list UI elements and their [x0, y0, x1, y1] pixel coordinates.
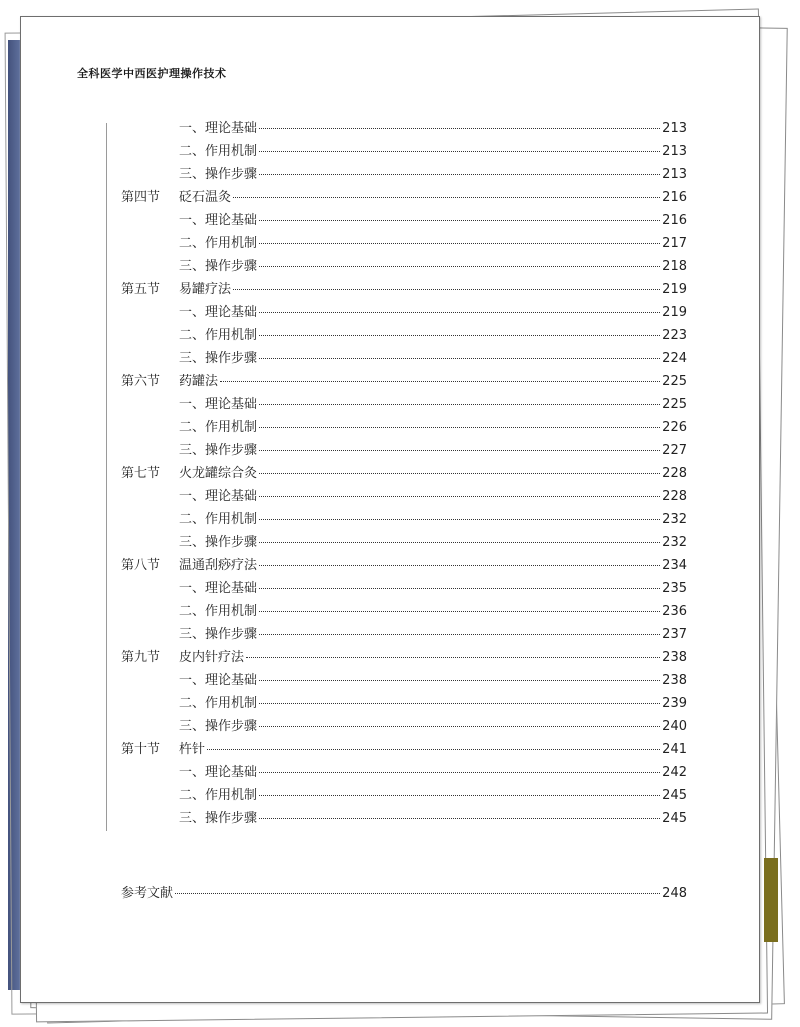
dot-leader	[246, 657, 660, 658]
references-label: 参考文献	[121, 886, 174, 901]
dot-leader	[259, 312, 660, 313]
page-number: 239	[662, 696, 687, 711]
dot-leader	[259, 726, 660, 727]
toc-section-row[interactable]	[121, 738, 687, 761]
section-number: 第七节	[121, 466, 161, 481]
item-title: 三、操作步骤	[179, 535, 258, 550]
page-number: 216	[662, 213, 687, 228]
dot-leader	[233, 289, 660, 290]
dot-leader	[259, 335, 660, 336]
item-title: 三、操作步骤	[179, 811, 258, 826]
toc-item-row[interactable]	[121, 623, 687, 646]
toc-page	[20, 16, 760, 1003]
page-number: 238	[662, 650, 687, 665]
olive-page-edge	[764, 858, 778, 942]
toc-item-row[interactable]	[121, 140, 687, 163]
toc-item-row[interactable]	[121, 715, 687, 738]
page-number: 216	[662, 190, 687, 205]
dot-leader	[259, 266, 660, 267]
dot-leader	[259, 128, 660, 129]
page-number: 218	[662, 259, 687, 274]
item-title: 二、作用机制	[179, 236, 258, 251]
item-title: 二、作用机制	[179, 420, 258, 435]
dot-leader	[259, 795, 660, 796]
dot-leader	[233, 197, 660, 198]
item-title: 三、操作步骤	[179, 443, 258, 458]
item-title: 三、操作步骤	[179, 259, 258, 274]
toc-item-row[interactable]	[121, 669, 687, 692]
page-number: 234	[662, 558, 687, 573]
page-number: 236	[662, 604, 687, 619]
toc-item-row[interactable]	[121, 485, 687, 508]
dot-leader	[259, 634, 660, 635]
page-number: 213	[662, 144, 687, 159]
item-title: 三、操作步骤	[179, 167, 258, 182]
item-title: 二、作用机制	[179, 512, 258, 527]
page-number: 227	[662, 443, 687, 458]
dot-leader	[259, 519, 660, 520]
item-title: 三、操作步骤	[179, 351, 258, 366]
dot-leader	[259, 151, 660, 152]
toc-item-row[interactable]	[121, 347, 687, 370]
dot-leader	[207, 749, 660, 750]
toc-section-row[interactable]	[121, 554, 687, 577]
section-title: 药罐法	[179, 374, 219, 389]
dot-leader	[259, 542, 660, 543]
item-title: 一、理论基础	[179, 673, 258, 688]
dot-leader	[259, 703, 660, 704]
item-title: 一、理论基础	[179, 121, 258, 136]
dot-leader	[259, 496, 660, 497]
toc-section-row[interactable]	[121, 186, 687, 209]
toc-item-row[interactable]	[121, 416, 687, 439]
page-number: 224	[662, 351, 687, 366]
dot-leader	[259, 220, 660, 221]
item-title: 二、作用机制	[179, 328, 258, 343]
item-title: 二、作用机制	[179, 696, 258, 711]
toc-section-row[interactable]	[121, 278, 687, 301]
dot-leader	[220, 381, 660, 382]
page-number: 242	[662, 765, 687, 780]
page-number: 228	[662, 466, 687, 481]
dot-leader	[259, 358, 660, 359]
toc-item-row[interactable]	[121, 577, 687, 600]
toc-item-row[interactable]	[121, 209, 687, 232]
dot-leader	[175, 893, 660, 894]
dot-leader	[259, 404, 660, 405]
page-number: 240	[662, 719, 687, 734]
item-title: 三、操作步骤	[179, 719, 258, 734]
toc-item-row[interactable]	[121, 301, 687, 324]
section-number: 第五节	[121, 282, 161, 297]
page-number: 241	[662, 742, 687, 757]
dot-leader	[259, 680, 660, 681]
page-number: 232	[662, 512, 687, 527]
toc-section-row[interactable]	[121, 370, 687, 393]
page-number: 226	[662, 420, 687, 435]
section-title: 火龙罐综合灸	[179, 466, 258, 481]
toc-item-row[interactable]	[121, 393, 687, 416]
page-number: 219	[662, 305, 687, 320]
table-of-contents	[121, 117, 687, 830]
dot-leader	[259, 772, 660, 773]
toc-item-row[interactable]	[121, 531, 687, 554]
toc-item-row[interactable]	[121, 692, 687, 715]
toc-item-row[interactable]	[121, 807, 687, 830]
dot-leader	[259, 818, 660, 819]
toc-item-row[interactable]	[121, 163, 687, 186]
section-title: 杵针	[179, 742, 206, 757]
toc-item-row[interactable]	[121, 324, 687, 347]
item-title: 三、操作步骤	[179, 627, 258, 642]
page-number: 225	[662, 397, 687, 412]
section-title: 皮内针疗法	[179, 650, 245, 665]
page-number: 245	[662, 811, 687, 826]
item-title: 二、作用机制	[179, 788, 258, 803]
page-number: 225	[662, 374, 687, 389]
page-number: 223	[662, 328, 687, 343]
section-title: 易罐疗法	[179, 282, 232, 297]
item-title: 一、理论基础	[179, 213, 258, 228]
toc-item-row[interactable]	[121, 784, 687, 807]
page-number: 238	[662, 673, 687, 688]
toc-item-row[interactable]	[121, 508, 687, 531]
item-title: 一、理论基础	[179, 305, 258, 320]
toc-item-row[interactable]	[121, 439, 687, 462]
page-number: 219	[662, 282, 687, 297]
dot-leader	[259, 450, 660, 451]
dot-leader	[259, 611, 660, 612]
toc-item-row[interactable]	[121, 117, 687, 140]
section-title: 砭石温灸	[179, 190, 232, 205]
page-number: 213	[662, 167, 687, 182]
toc-section-row[interactable]	[121, 646, 687, 669]
section-number: 第九节	[121, 650, 161, 665]
references-page: 248	[662, 886, 687, 901]
item-title: 一、理论基础	[179, 489, 258, 504]
item-title: 二、作用机制	[179, 144, 258, 159]
dot-leader	[259, 427, 660, 428]
references-entry[interactable]	[121, 882, 687, 905]
margin-rule	[106, 123, 107, 831]
page-number: 228	[662, 489, 687, 504]
section-title: 温通刮痧疗法	[179, 558, 258, 573]
page-number: 217	[662, 236, 687, 251]
toc-item-row[interactable]	[121, 600, 687, 623]
section-number: 第四节	[121, 190, 161, 205]
toc-item-row[interactable]	[121, 255, 687, 278]
toc-item-row[interactable]	[121, 232, 687, 255]
section-number: 第八节	[121, 558, 161, 573]
page-number: 245	[662, 788, 687, 803]
toc-section-row[interactable]	[121, 462, 687, 485]
page-number: 213	[662, 121, 687, 136]
page-number: 232	[662, 535, 687, 550]
item-title: 一、理论基础	[179, 765, 258, 780]
dot-leader	[259, 565, 660, 566]
page-number: 235	[662, 581, 687, 596]
dot-leader	[259, 473, 660, 474]
item-title: 一、理论基础	[179, 581, 258, 596]
page-number: 237	[662, 627, 687, 642]
item-title: 一、理论基础	[179, 397, 258, 412]
section-number: 第十节	[121, 742, 161, 757]
toc-item-row[interactable]	[121, 761, 687, 784]
running-header: 全科医学中西医护理操作技术	[77, 67, 227, 80]
section-number: 第六节	[121, 374, 161, 389]
dot-leader	[259, 243, 660, 244]
dot-leader	[259, 174, 660, 175]
dot-leader	[259, 588, 660, 589]
item-title: 二、作用机制	[179, 604, 258, 619]
